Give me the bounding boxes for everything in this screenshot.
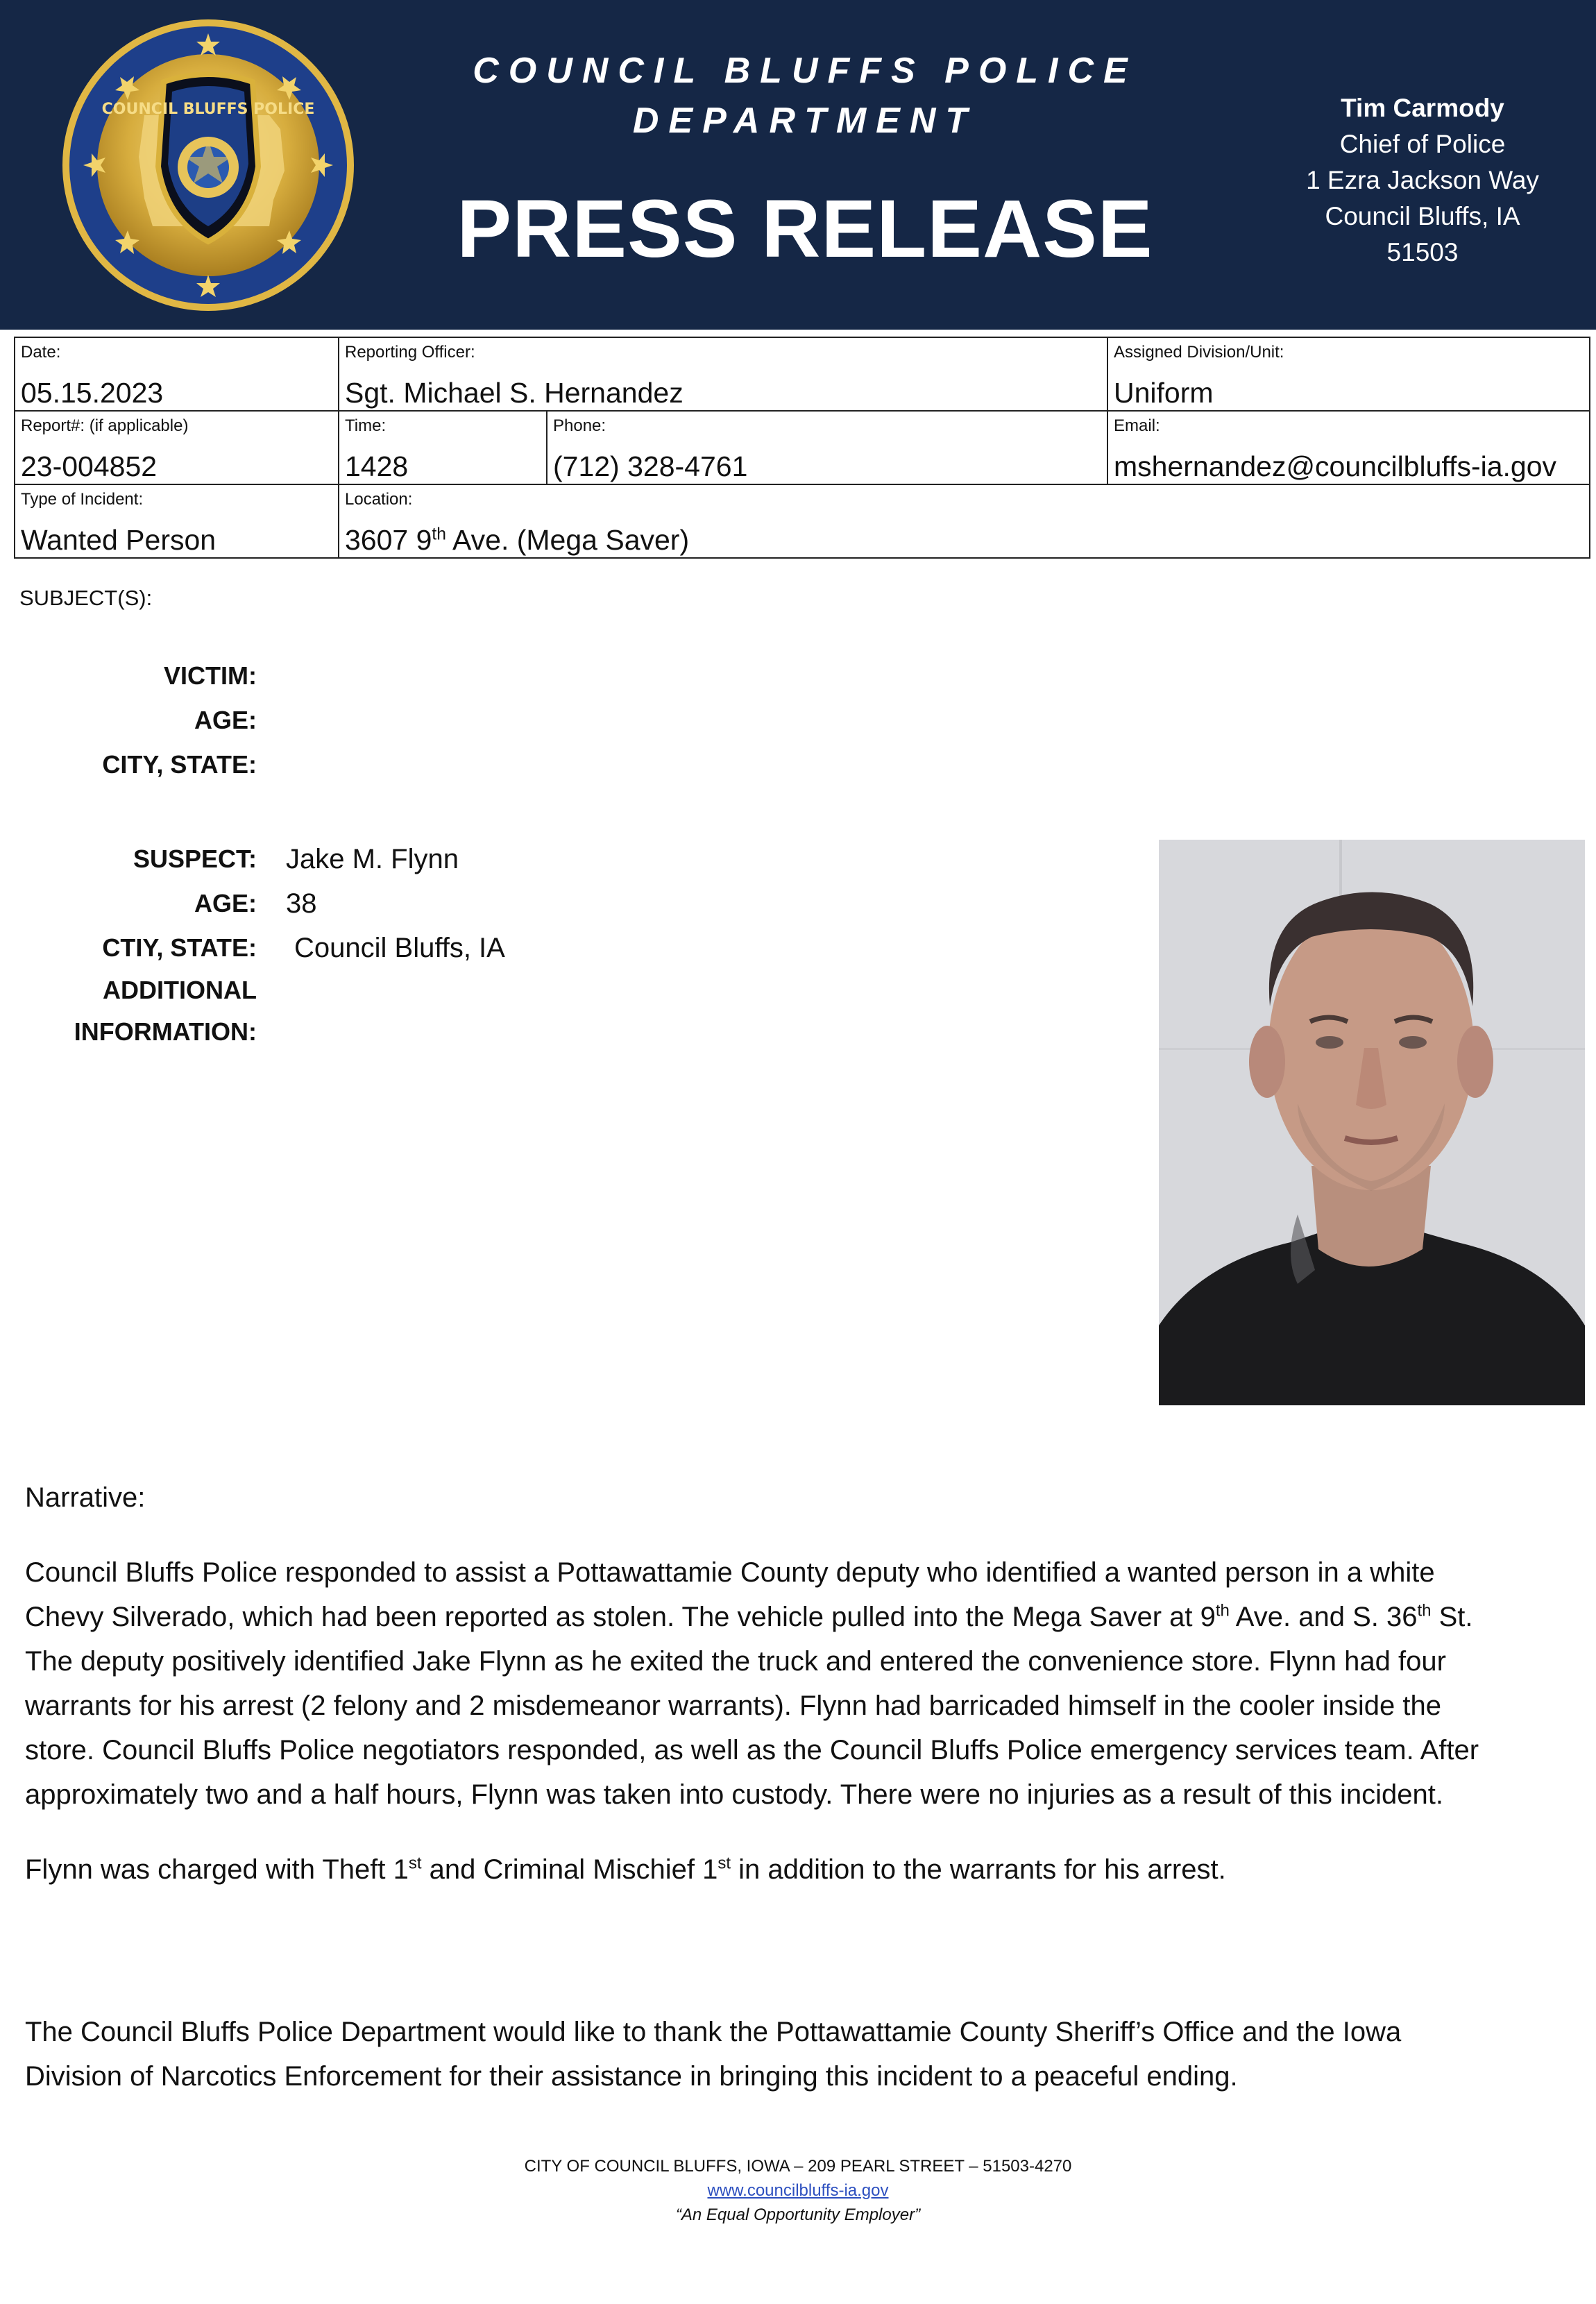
- chief-title: Chief of Police: [1339, 130, 1506, 158]
- narrative-p3-line-1: The Council Bluffs Police Department would like to thank the Pottawattamie County Sheriff’s Office and the Iowa: [25, 2017, 1402, 2047]
- narrative-p1-line-3: The deputy positively identified Jake Flynn as he exited the truck and entered the convenience store. Flynn had four: [25, 1646, 1446, 1677]
- press-release-title: PRESS RELEASE: [457, 183, 1153, 275]
- incident-type-value: Wanted Person: [21, 524, 217, 556]
- date-label: Date:: [21, 343, 61, 362]
- narrative-p2-b: and Criminal Mischief 1: [421, 1854, 718, 1885]
- report-number-value: 23-004852: [21, 450, 158, 482]
- location-street-number: 3607 9: [345, 524, 432, 556]
- time-cell: [339, 411, 547, 484]
- incident-info-table: [14, 337, 1590, 559]
- location-label: Location:: [345, 490, 413, 509]
- email-label: Email:: [1114, 416, 1160, 435]
- location-value: [345, 509, 1584, 557]
- incident-type-label: Type of Incident:: [21, 490, 144, 509]
- subjects-heading: SUBJECT(S):: [19, 586, 153, 610]
- additional-info-label-1: ADDITIONAL: [103, 976, 257, 1004]
- narrative-paragraph-3: [25, 2010, 1574, 2099]
- ordinal-sup: st: [408, 1854, 422, 1873]
- address-line-1: 1 Ezra Jackson Way: [1306, 166, 1539, 194]
- phone-label: Phone:: [553, 416, 606, 435]
- suspect-mugshot: [1159, 840, 1585, 1405]
- police-seal-logo: [61, 18, 355, 312]
- narrative-p1-line-2: [25, 1595, 1574, 1639]
- suspect-name: Jake M. Flynn: [286, 844, 459, 874]
- footer-website-link[interactable]: www.councilbluffs-ia.gov: [707, 2181, 889, 2200]
- address-line-2: Council Bluffs, IA: [1325, 202, 1520, 230]
- suspect-age-label: AGE:: [194, 889, 257, 917]
- reporting-officer-label: Reporting Officer:: [345, 343, 475, 362]
- location-street-rest: Ave. (Mega Saver): [445, 524, 690, 556]
- ordinal-sup: th: [1215, 1601, 1230, 1620]
- footer-website-row: [0, 2181, 1596, 2201]
- address-zip: 51503: [1386, 238, 1459, 266]
- narrative-p2-a: Flynn was charged with Theft 1: [25, 1854, 409, 1885]
- victim-label: VICTIM:: [164, 661, 257, 690]
- info-row-2: [15, 411, 1590, 484]
- suspect-age: 38: [286, 888, 317, 919]
- narrative-p1-line-2-b: Ave. and S. 36: [1229, 1602, 1418, 1632]
- report-number-label: Report#: (if applicable): [21, 416, 189, 435]
- narrative-paragraph-1: [25, 1550, 1574, 1817]
- narrative-heading: Narrative:: [25, 1482, 146, 1513]
- info-row-3: [15, 484, 1590, 558]
- reporting-officer-cell: [339, 337, 1107, 411]
- additional-info-label-2: INFORMATION:: [74, 1017, 257, 1046]
- narrative-p1-line-4: warrants for his arrest (2 felony and 2 misdemeanor warrants). Flynn had barricaded himself in the cooler inside the: [25, 1691, 1441, 1721]
- suspect-city-state: Council Bluffs, IA: [294, 933, 505, 963]
- footer-tagline: “An Equal Opportunity Employer”: [675, 2205, 921, 2224]
- phone-cell: [547, 411, 1107, 484]
- narrative-p1-line-1: Council Bluffs Police responded to assist a Pottawattamie County deputy who identified a wanted person in a white: [25, 1557, 1435, 1588]
- location-ordinal: th: [432, 525, 446, 544]
- department-name-line-1: COUNCIL BLUFFS POLICE: [473, 51, 1137, 91]
- victim-age-label: AGE:: [194, 706, 257, 734]
- report-number-cell: [15, 411, 339, 484]
- narrative-p1-line-2-c: St.: [1431, 1602, 1473, 1632]
- chief-name: Tim Carmody: [1341, 94, 1504, 122]
- narrative-paragraph-2: [25, 1847, 1574, 1892]
- division-cell: [1107, 337, 1590, 411]
- phone-value: (712) 328-4761: [553, 450, 748, 482]
- division-label: Assigned Division/Unit:: [1114, 343, 1284, 362]
- date-cell: [15, 337, 339, 411]
- header-banner: [0, 0, 1596, 330]
- division-value: Uniform: [1114, 377, 1214, 409]
- victim-city-state-label: CITY, STATE:: [102, 750, 257, 779]
- narrative-p2-c: in addition to the warrants for his arrest.: [731, 1854, 1226, 1885]
- info-row-1: [15, 337, 1590, 411]
- narrative-p1-line-2-a: Chevy Silverado, which had been reported as stolen. The vehicle pulled into the Mega Saver at 9: [25, 1602, 1216, 1632]
- narrative-p1-line-6: approximately two and a half hours, Flynn was taken into custody. There were no injuries as a result of this incident.: [25, 1779, 1444, 1810]
- date-value: 05.15.2023: [21, 377, 164, 409]
- suspect-label: SUSPECT:: [133, 845, 257, 873]
- time-value: 1428: [345, 450, 409, 482]
- narrative-p1-line-5: store. Council Bluffs Police negotiators responded, as well as the Council Bluffs Police emergency services team. After: [25, 1735, 1479, 1765]
- email-cell: [1107, 411, 1590, 484]
- narrative-p3-line-2: Division of Narcotics Enforcement for their assistance in bringing this incident to a peaceful ending.: [25, 2061, 1238, 2092]
- reporting-officer-value: Sgt. Michael S. Hernandez: [345, 377, 684, 409]
- time-label: Time:: [345, 416, 387, 435]
- email-value: mshernandez@councilbluffs-ia.gov: [1114, 450, 1556, 482]
- ordinal-sup: th: [1417, 1601, 1432, 1620]
- chief-contact-block: [1270, 90, 1575, 271]
- ordinal-sup: st: [718, 1854, 731, 1873]
- footer-address: CITY OF COUNCIL BLUFFS, IOWA – 209 PEARL STREET – 51503-4270: [524, 2157, 1072, 2176]
- department-name-line-2: DEPARTMENT: [632, 101, 978, 141]
- incident-type-cell: [15, 484, 339, 558]
- suspect-city-state-label: CTIY, STATE:: [102, 933, 257, 962]
- location-cell: [339, 484, 1590, 558]
- svg-text:COUNCIL BLUFFS POLICE: COUNCIL BLUFFS POLICE: [101, 101, 315, 118]
